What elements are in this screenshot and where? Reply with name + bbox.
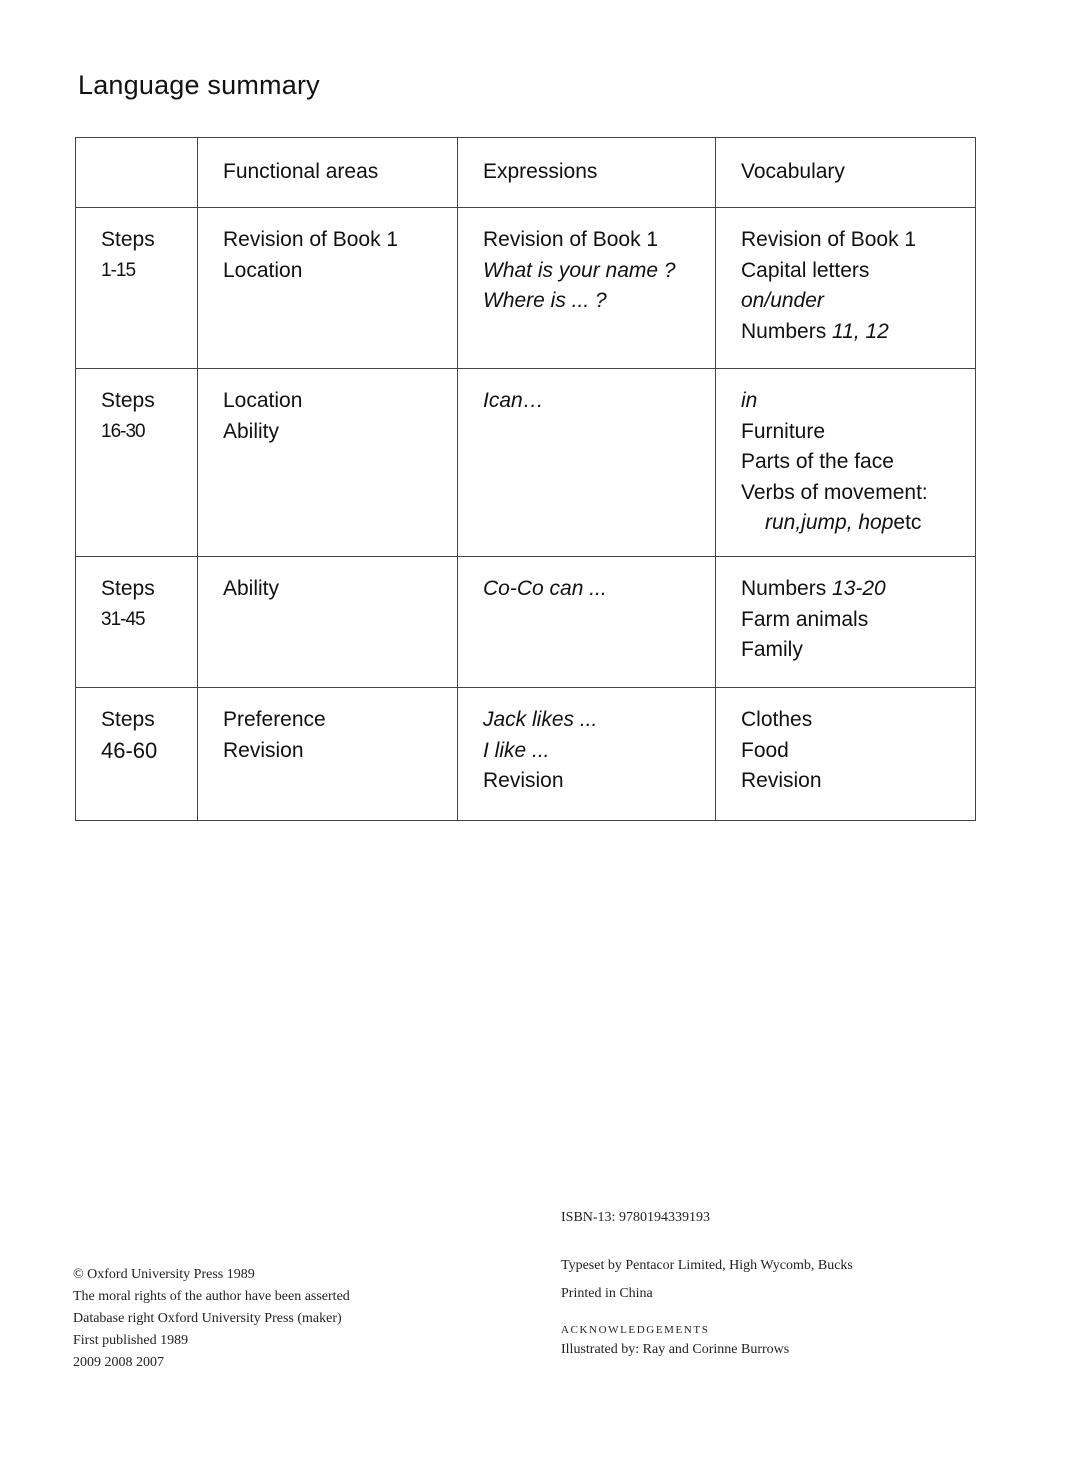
- vocabulary-item: [741, 574, 965, 605]
- expression-item: [483, 286, 705, 317]
- steps-range: 31-45: [101, 608, 145, 630]
- isbn-line: ISBN-13: 9780194339193: [561, 1210, 710, 1225]
- vocabulary-item: [741, 417, 965, 448]
- vocabulary-item: [741, 605, 965, 636]
- vocabulary-item: [741, 635, 965, 666]
- functional-area-item: Revision: [223, 738, 304, 762]
- expressions-cell: [458, 369, 716, 557]
- steps-label: Steps: [101, 228, 155, 251]
- header-functional-areas: Functional areas: [198, 138, 458, 208]
- expressions-cell: [458, 557, 716, 688]
- functional-areas-cell: [198, 369, 458, 557]
- vocabulary-item: [741, 736, 965, 767]
- vocabulary-item: [741, 286, 965, 317]
- steps-label: Steps: [101, 708, 155, 731]
- vocabulary-item-text: Family: [741, 638, 803, 661]
- steps-label: Steps: [101, 389, 155, 412]
- table-row: [76, 688, 976, 821]
- expressions-cell: [458, 688, 716, 821]
- expressions-cell: [458, 208, 716, 369]
- steps-range: 46-60: [101, 737, 158, 763]
- expression-item: [483, 574, 705, 605]
- steps-cell: [76, 557, 198, 688]
- expression-item: [483, 225, 705, 256]
- acknowledgements-heading: ACKNOWLEDGEMENTS: [561, 1324, 710, 1336]
- typeset-line: Typeset by Pentacor Limited, High Wycomb, Bucks: [561, 1258, 853, 1273]
- moral-rights-line: The moral rights of the author have been asserted: [73, 1289, 350, 1304]
- functional-area-item: Ability: [223, 419, 280, 443]
- database-right-line: Database right Oxford University Press (maker): [73, 1311, 342, 1326]
- copyright-line: © Oxford University Press 1989: [73, 1267, 255, 1282]
- publication-info-block: [561, 1207, 853, 1361]
- functional-areas-cell: [198, 208, 458, 369]
- table-row: [76, 208, 976, 369]
- functional-area-item: Preference: [223, 708, 326, 731]
- expression-item-text: Revision of Book 1: [483, 228, 659, 251]
- expression-item-text: I like ...: [483, 738, 550, 762]
- vocabulary-item-text: Capital letters: [741, 258, 870, 282]
- vocabulary-item-text: Parts of the face: [741, 450, 894, 473]
- functional-area-item: Location: [223, 389, 303, 412]
- vocabulary-item: [741, 386, 965, 417]
- expression-item: [483, 736, 705, 767]
- header-expressions: Expressions: [458, 138, 716, 208]
- expression-item-text: Co-Co can ...: [483, 577, 607, 600]
- expression-item: [483, 256, 705, 287]
- functional-area-item: Location: [223, 258, 303, 282]
- vocabulary-item-text: Numbers: [741, 577, 833, 600]
- vocabulary-item-italic-tail: 13-20: [832, 577, 886, 600]
- reprint-years-line: 2009 2008 2007: [73, 1355, 164, 1370]
- vocabulary-item-text: Farm animals: [741, 607, 869, 631]
- vocabulary-item-text: Revision of Book 1: [741, 228, 917, 251]
- header-steps: [76, 138, 198, 208]
- copyright-block: [73, 1264, 350, 1374]
- vocabulary-item-italic-tail: 11, 12: [832, 319, 889, 343]
- table-row: [76, 369, 976, 557]
- vocabulary-cell: [716, 688, 976, 821]
- steps-cell: [76, 369, 198, 557]
- vocabulary-cell: [716, 369, 976, 557]
- vocabulary-item-text: Numbers: [741, 319, 833, 343]
- functional-areas-cell: [198, 688, 458, 821]
- steps-cell: [76, 688, 198, 821]
- vocabulary-item: [741, 225, 965, 256]
- vocabulary-item-text: in: [741, 389, 758, 412]
- vocabulary-item: [741, 317, 965, 348]
- vocabulary-item: [741, 478, 965, 509]
- expression-item-text: Where is ... ?: [483, 289, 607, 312]
- expression-item: [483, 705, 705, 736]
- printed-line: Printed in China: [561, 1286, 653, 1301]
- steps-range: 1-15: [101, 259, 136, 281]
- table-row: [76, 557, 976, 688]
- language-summary-table: [75, 137, 976, 821]
- vocabulary-cell: [716, 557, 976, 688]
- expression-item: [483, 766, 705, 797]
- illustrated-by-line: Illustrated by: Ray and Corinne Burrows: [561, 1342, 790, 1357]
- vocabulary-item: [741, 256, 965, 287]
- vocabulary-item-plain-tail: etc: [893, 511, 922, 534]
- expression-item: [483, 386, 705, 417]
- vocabulary-item-text: Furniture: [741, 419, 826, 443]
- steps-label: Steps: [101, 577, 155, 600]
- page-title: Language summary: [78, 70, 320, 100]
- steps-range: 16-30: [101, 420, 145, 442]
- vocabulary-item-text: run,jump, hop: [765, 511, 894, 534]
- vocabulary-item: [741, 705, 965, 736]
- vocabulary-item: [741, 508, 965, 539]
- vocabulary-item-text: Clothes: [741, 708, 813, 731]
- header-vocabulary: Vocabulary: [716, 138, 976, 208]
- functional-areas-cell: [198, 557, 458, 688]
- vocabulary-item-text: Verbs of movement:: [741, 480, 928, 504]
- table-header-row: [76, 138, 976, 208]
- functional-area-item: Revision of Book 1: [223, 228, 399, 251]
- vocabulary-item-text: Revision: [741, 769, 822, 792]
- vocabulary-cell: [716, 208, 976, 369]
- expression-item-text: Revision: [483, 769, 564, 792]
- functional-area-item: Ability: [223, 577, 280, 600]
- vocabulary-item: [741, 766, 965, 797]
- expression-item-text: Jack likes ...: [483, 708, 598, 731]
- expression-item-text: What is your name ?: [483, 258, 676, 282]
- first-published-line: First published 1989: [73, 1333, 189, 1348]
- expression-item-text: Ican…: [483, 389, 544, 412]
- vocabulary-item-text: on/under: [741, 289, 824, 312]
- steps-cell: [76, 208, 198, 369]
- vocabulary-item: [741, 447, 965, 478]
- vocabulary-item-text: Food: [741, 738, 789, 762]
